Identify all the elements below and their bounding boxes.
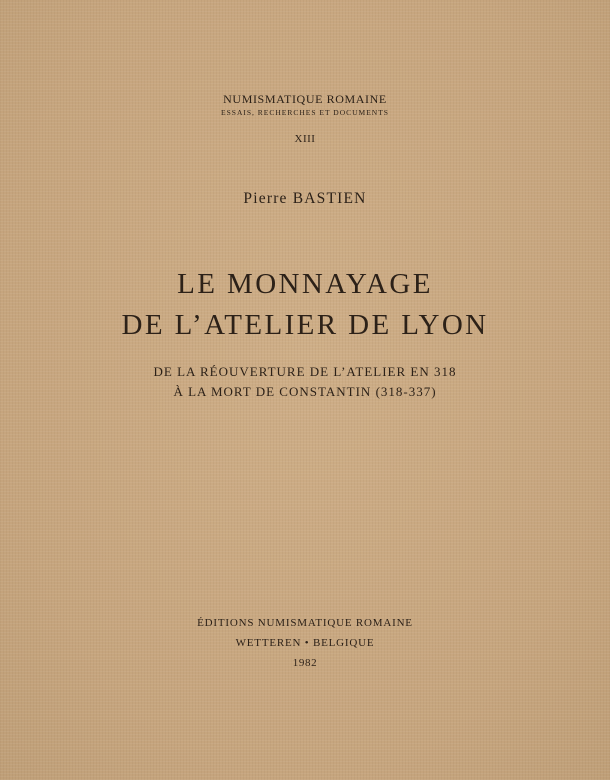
author-name: Pierre BASTIEN xyxy=(243,190,367,207)
title-line-2: DE L’ATELIER DE LYON xyxy=(121,309,489,341)
series-volume: XIII xyxy=(294,133,316,145)
publication-year: 1982 xyxy=(292,657,318,669)
title-line-1: LE MONNAYAGE xyxy=(177,268,433,300)
publisher-place: WETTEREN • BELGIQUE xyxy=(235,637,375,649)
subtitle-line-1: DE LA RÉOUVERTURE DE L’ATELIER EN 318 xyxy=(153,364,457,379)
series-subtitle: ESSAIS, RECHERCHES ET DOCUMENTS xyxy=(221,108,389,117)
series-name: NUMISMATIQUE ROMAINE xyxy=(223,92,387,106)
subtitle-line-2: À LA MORT DE CONSTANTIN (318-337) xyxy=(173,384,437,399)
publisher-name: ÉDITIONS NUMISMATIQUE ROMAINE xyxy=(197,617,413,629)
